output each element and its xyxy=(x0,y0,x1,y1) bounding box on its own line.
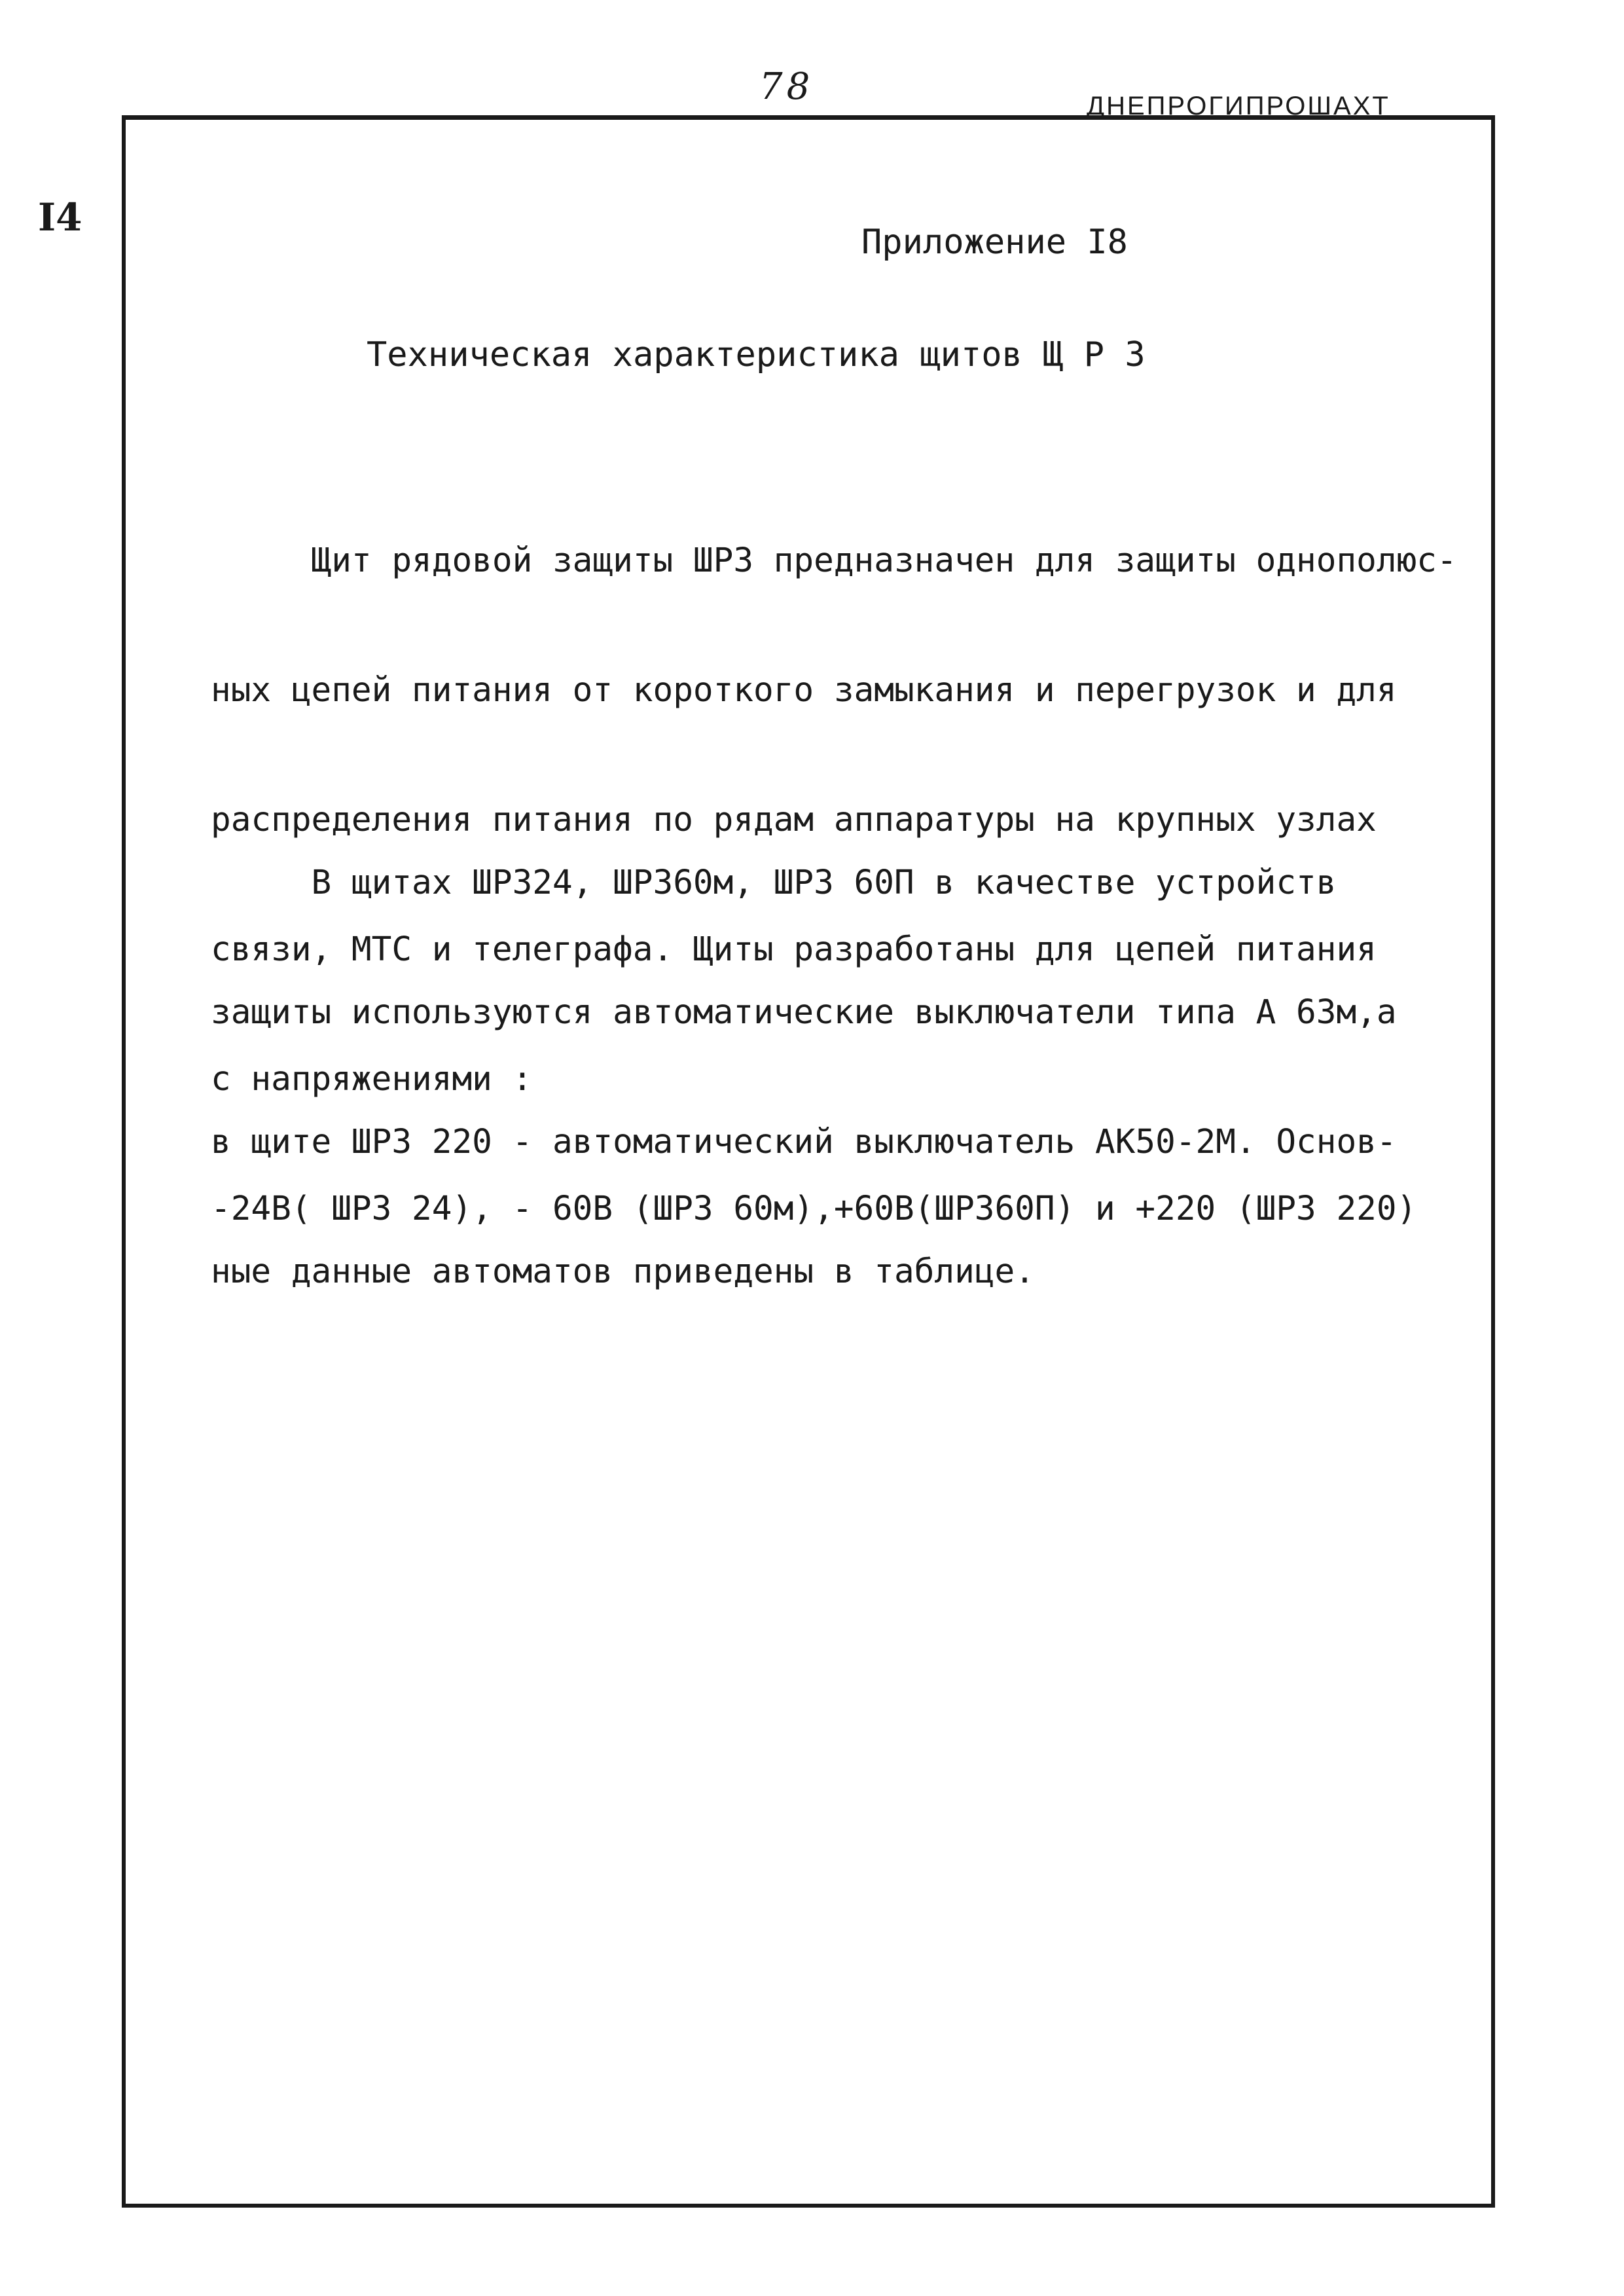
text-line: распределения питания по рядам аппаратуры на крупных узлах xyxy=(211,801,1377,839)
paragraph-2 xyxy=(211,775,1397,1337)
text-line: В щитах ШРЗ24, ШРЗ60м, ШРЗ 60П в качестве устройств xyxy=(211,864,1337,902)
organization-stamp: ДНЕПРОГИПРОШАХТ xyxy=(1087,92,1390,120)
text-line: ные данные автоматов приведены в таблице. xyxy=(211,1252,1035,1291)
appendix-label: Приложение I8 xyxy=(861,223,1128,262)
page-number: 78 xyxy=(759,65,814,108)
text-line: Щит рядовой защиты ШРЗ предназначен для защиты однополюс- xyxy=(211,541,1457,580)
document-title: Техническая характеристика щитов Щ Р З xyxy=(367,335,1146,374)
text-line: защиты используются автоматические выключатели типа А 63м,а xyxy=(211,993,1397,1032)
text-line: -24В( ШРЗ 24), - 60В (ШРЗ 60м),+60В(ШРЗ60П) и +220 (ШРЗ 220) xyxy=(211,1190,1417,1228)
text-line: связи, МТС и телеграфа. Щиты разработаны для цепей питания xyxy=(211,930,1377,969)
text-line: ных цепей питания от короткого замыкания и перегрузок и для xyxy=(211,671,1397,710)
text-line: в щите ШРЗ 220 - автоматический выключатель АК50-2М. Основ- xyxy=(211,1123,1397,1161)
sheet-number: I4 xyxy=(38,195,82,240)
text-line: с напряжениями : xyxy=(211,1060,533,1099)
